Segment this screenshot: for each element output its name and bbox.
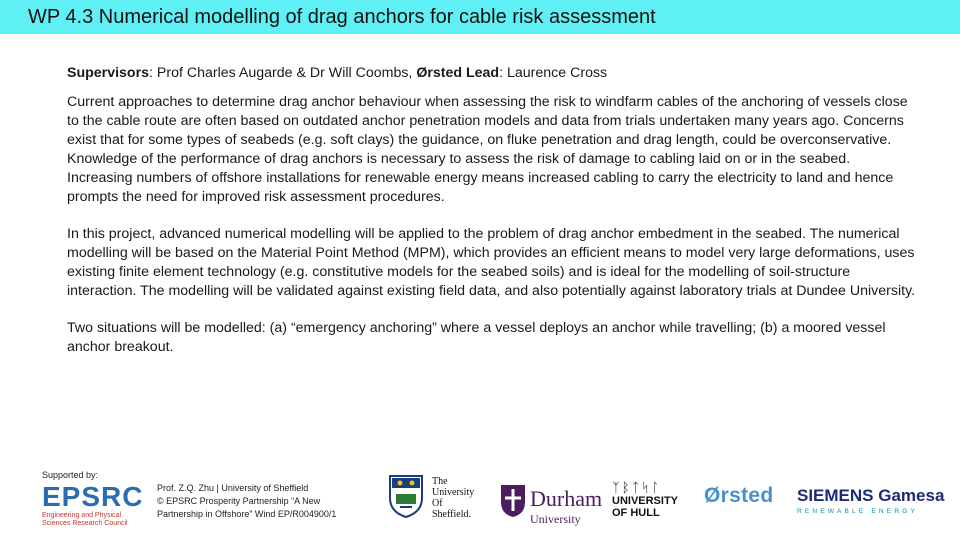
supervisors-names: : Prof Charles Augarde & Dr Will Coombs, [149,65,417,81]
main-content [67,64,917,375]
siemens-word: SIEMENS [797,486,879,505]
hull-logo-line: OF HULL [612,507,660,519]
sheffield-logo-line: The [432,476,448,487]
sheffield-crest-icon [388,474,424,518]
hull-logo [612,480,694,519]
credit-text [157,482,367,521]
durham-crest-icon [500,484,526,518]
hull-logo-line: UNIVERSITY [612,495,679,507]
title-bar [0,0,960,34]
supervisors-line [67,64,917,83]
hull-logo-glyphs: ᛉᛒᛏᛋᛚ [612,480,662,495]
sheffield-logo [432,476,474,520]
paragraph-situations: Two situations will be modelled: (a) “emergency anchoring” where a vessel deploys an anchor while travelling; (b) a moored vessel anchor breakout. [67,320,886,355]
lead-label: Ørsted Lead [416,65,500,81]
epsrc-logo-subtitle: Engineering and Physical Sciences Research Council [42,512,128,527]
page-title: WP 4.3 Numerical modelling of drag anchors for cable risk assessment [28,6,656,28]
siemens-gamesa-word [797,486,957,506]
supervisors-label: Supervisors [67,65,150,81]
gamesa-word: Gamesa [878,486,945,505]
epsrc-logo-word: EPSRC [42,481,144,512]
epsrc-logo [42,482,152,538]
durham-logo-sub: University [530,512,581,526]
credit-line: Prof. Z.Q. Zhu | University of Sheffield [157,483,309,493]
orsted-logo: Ørsted [704,484,774,507]
supported-by-label: Supported by: [42,470,99,480]
sheffield-logo-line: University [432,487,475,498]
credit-line: Partnership in Offshore” Wind EP/R004900/1 [157,509,337,519]
sheffield-logo-line: Of [432,498,443,509]
footer [0,464,960,540]
siemens-gamesa-sub: RENEWABLE ENERGY [797,508,919,515]
credit-line: © EPSRC Prosperity Partnership “A New [157,496,321,506]
durham-logo [500,478,603,526]
durham-logo-word: Durham [530,486,603,511]
siemens-gamesa-logo [797,486,957,515]
paragraph-current-approaches: Current approaches to determine drag anchor behaviour when assessing the risk to windfarm cables of the anchoring of vessels close to the cable route are often based on outdated anchor penetration models and data from trials undertaken many years ago. Concerns exist that for some types of seabeds (e.g. soft clays) the guidance, on fluke penetration and drag length, could be overconservative. Knowledge of the performance of drag anchors is necessary to assess the risk of damage to cabling laid on or in the seabed. Increasing numbers of offshore installations for renewable energy means increased cabling to carry the electricity to land and hence prompts the need for improved risk assessment procedures. [67,94,908,205]
lead-name: : Laurence Cross [499,65,608,81]
sheffield-logo-line: Sheffield. [432,509,471,520]
paragraph-project: In this project, advanced numerical modelling will be applied to the problem of drag anchor embedment in the seabed. The numerical modelling will be based on the Material Point Method (MPM), which provides an efficient means to model very large deformations, uses existing finite element technology (e.g. constitutive models for the seabed soils) and is ideal for the modelling of soil-structure interaction. The modelling will be validated against existing field data, and also potentially against laboratory trials at Dundee University. [67,226,916,299]
